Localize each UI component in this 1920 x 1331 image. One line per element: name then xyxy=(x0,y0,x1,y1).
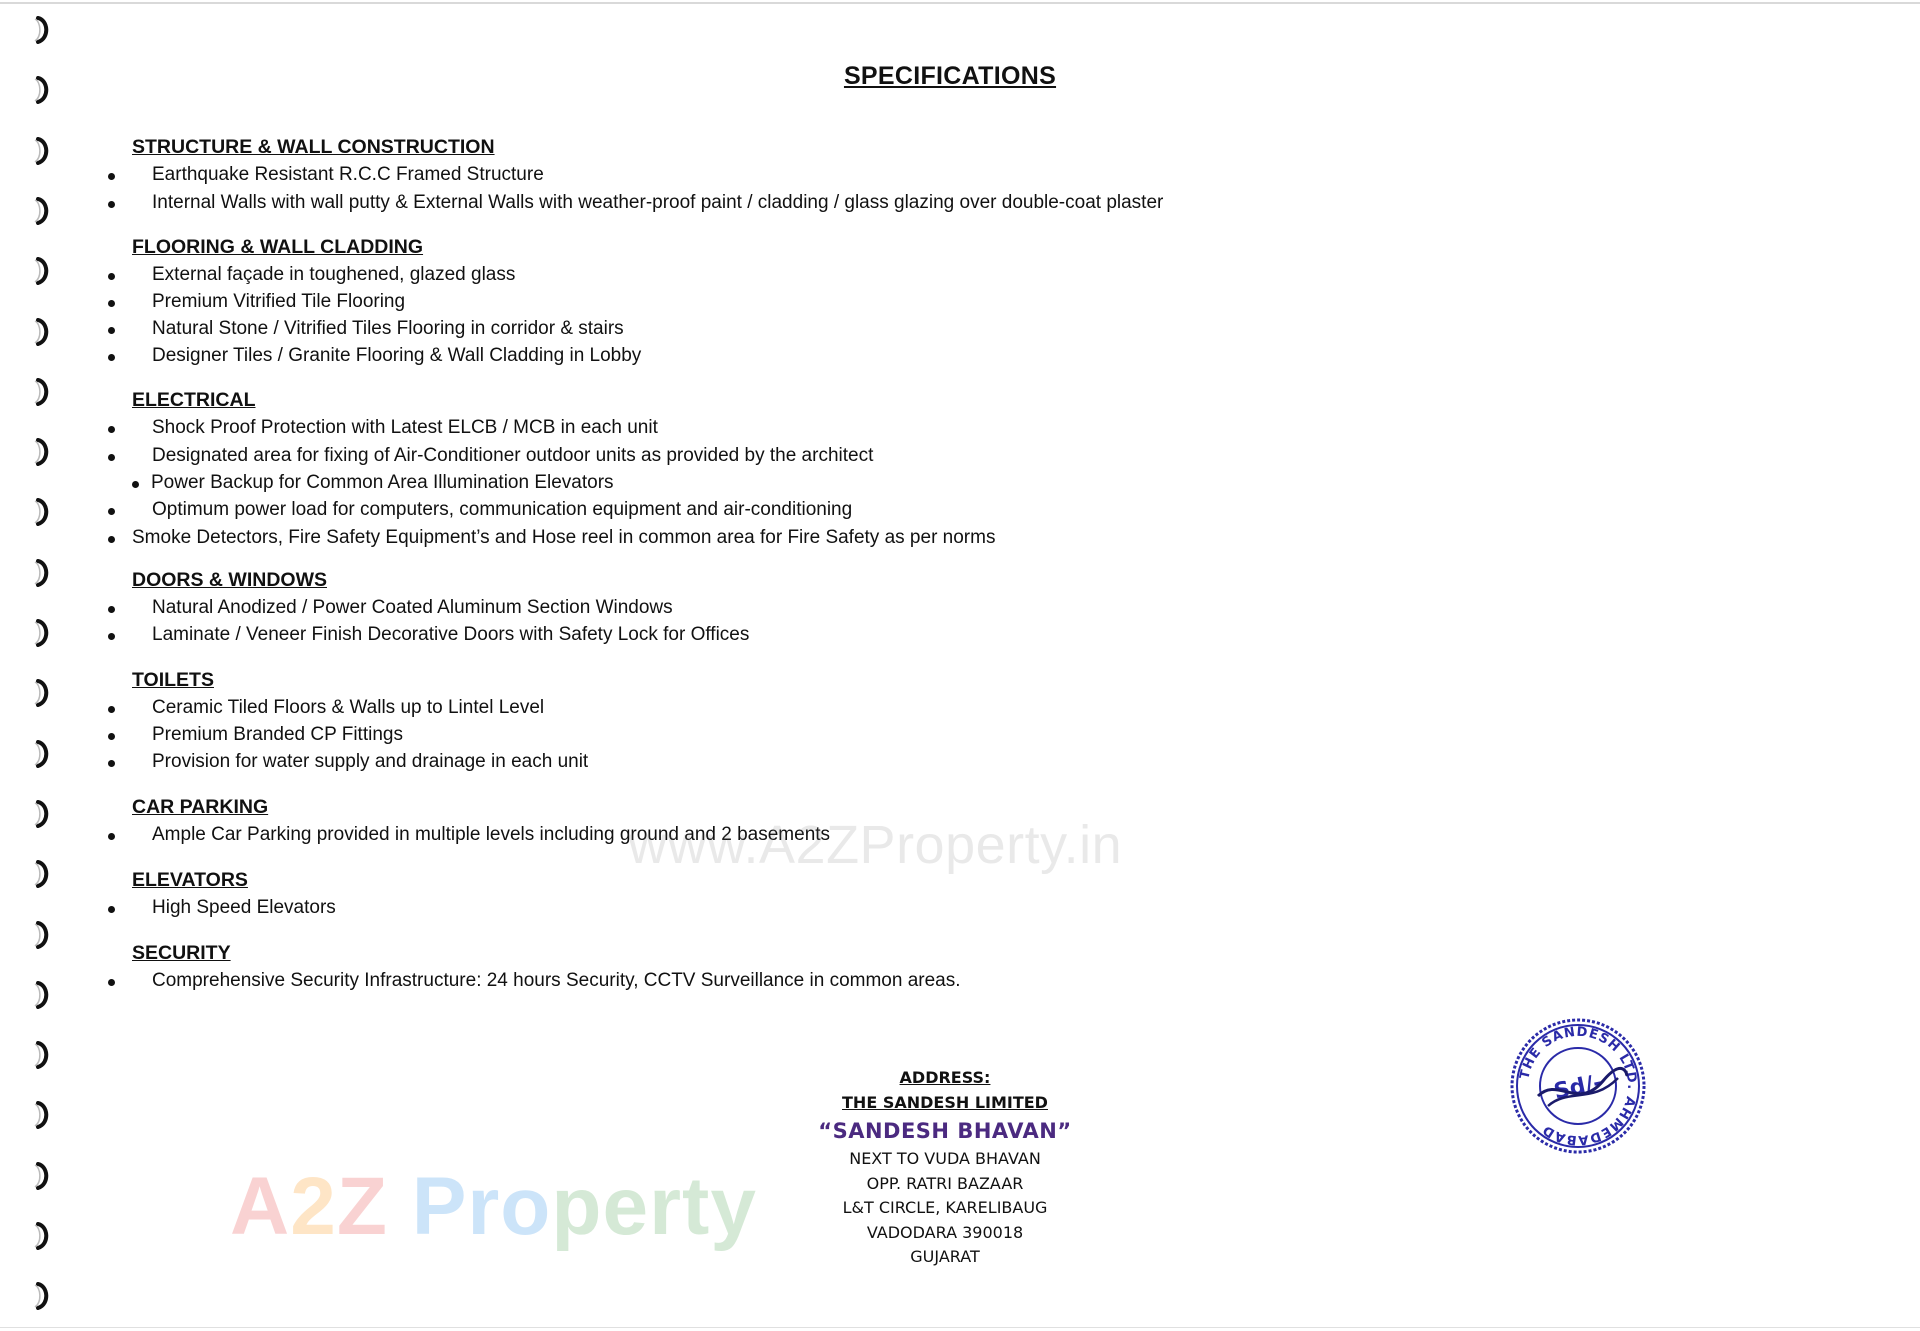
company-seal-stamp xyxy=(1508,1016,1648,1156)
binding-ring-icon xyxy=(32,619,54,645)
section-heading-toilets: TOILETS xyxy=(132,669,214,691)
binding-ring-icon xyxy=(32,137,54,163)
section-heading-security: SECURITY xyxy=(132,942,231,964)
bullet-icon xyxy=(108,906,115,913)
page-title: SPECIFICATIONS xyxy=(843,62,1057,90)
address-line: NEXT TO VUDA BHAVAN xyxy=(849,1149,1041,1168)
bullet-icon xyxy=(108,354,115,361)
binding-ring-icon xyxy=(32,378,54,404)
binding-ring-icon xyxy=(32,921,54,947)
section-heading-elevators: ELEVATORS xyxy=(132,869,248,891)
top-border xyxy=(0,2,1920,4)
bullet-icon xyxy=(108,426,115,433)
section-heading-electrical: ELECTRICAL xyxy=(132,389,256,411)
bullet-icon xyxy=(108,979,115,986)
bullet-icon xyxy=(108,454,115,461)
bullet-icon xyxy=(108,300,115,307)
binding-ring-icon xyxy=(32,679,54,705)
building-name: “SANDESH BHAVAN” xyxy=(818,1119,1072,1143)
binding-ring-icon xyxy=(32,318,54,344)
bullet-icon xyxy=(108,327,115,334)
address-label: ADDRESS: xyxy=(899,1068,991,1087)
binding-ring-icon xyxy=(32,740,54,766)
bullet-icon xyxy=(132,481,139,488)
bullet-icon xyxy=(108,536,115,543)
section-heading-structure: STRUCTURE & WALL CONSTRUCTION xyxy=(132,136,495,158)
binding-ring-icon xyxy=(32,498,54,524)
bullet-icon xyxy=(108,173,115,180)
binding-ring-icon xyxy=(32,16,54,42)
bullet-icon xyxy=(108,706,115,713)
binding-ring-icon xyxy=(32,1041,54,1067)
bullet-icon xyxy=(108,273,115,280)
section-heading-car-parking: CAR PARKING xyxy=(132,796,269,818)
address-line: L&T CIRCLE, KARELIBAUG xyxy=(842,1198,1048,1217)
svg-text:THE SANDESH LTD. AHMEDABAD: THE SANDESH LTD. AHMEDABAD xyxy=(1517,1024,1640,1148)
address-line: OPP. RATRI BAZAAR xyxy=(866,1173,1024,1193)
binding-ring-icon xyxy=(32,1162,54,1188)
bullet-icon xyxy=(108,606,115,613)
binding-ring-icon xyxy=(32,197,54,223)
bullet-icon xyxy=(108,633,115,640)
bullet-icon xyxy=(108,508,115,515)
binding-ring-icon xyxy=(32,860,54,886)
bullet-icon xyxy=(108,760,115,767)
company-name: THE SANDESH LIMITED xyxy=(842,1092,1048,1112)
binding-ring-icon xyxy=(32,981,54,1007)
binding-rings xyxy=(32,0,72,1331)
binding-ring-icon xyxy=(32,257,54,283)
bottom-border xyxy=(0,1327,1920,1328)
address-line: GUJARAT xyxy=(910,1247,980,1266)
binding-ring-icon xyxy=(32,1282,54,1308)
bullet-icon xyxy=(108,201,115,208)
svg-text:Sd/-: Sd/- xyxy=(1551,1070,1605,1105)
address-block xyxy=(770,1066,1120,1270)
watermark-logo: A2Z Property xyxy=(230,1161,757,1252)
watermark-url: www.A2ZProperty.in xyxy=(628,815,1123,875)
bullet-icon xyxy=(108,733,115,740)
address-line: VADODARA 390018 xyxy=(866,1222,1024,1242)
binding-ring-icon xyxy=(32,438,54,464)
binding-ring-icon xyxy=(32,1222,54,1248)
binding-ring-icon xyxy=(32,800,54,826)
bullet-icon xyxy=(108,833,115,840)
section-heading-flooring: FLOORING & WALL CLADDING xyxy=(132,236,424,258)
binding-ring-icon xyxy=(32,559,54,585)
binding-ring-icon xyxy=(32,1101,54,1127)
section-heading-doors-windows: DOORS & WINDOWS xyxy=(132,569,327,591)
